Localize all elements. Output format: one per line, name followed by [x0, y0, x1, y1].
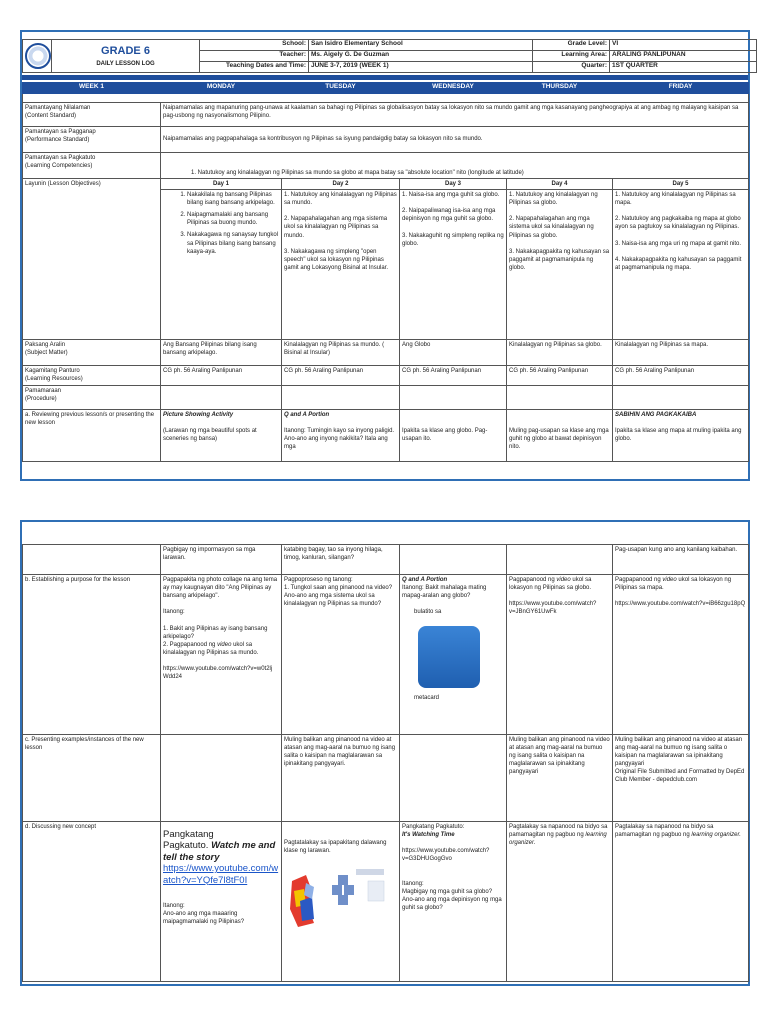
objective-item: 3. Nakakagawa ng sanaysay tungkol sa Pilipinas bilang isang bansang kaaya-aya.: [187, 231, 279, 255]
tuesday-header: TUESDAY: [282, 83, 400, 94]
resources-cell: CG ph. 56 Araling Panlipunan: [613, 366, 749, 386]
discussing-label: d. Discussing new concept: [23, 822, 161, 982]
purpose-monday: [161, 575, 282, 735]
purpose-thursday: [507, 575, 613, 735]
examples-friday: Muling balikan ang pinanood na video at atasan ang mag-aaral na bumuo ng isang salita o kaisipan na maglalarawan sa ipinakitang pangyayari Original File Submitted and Formatted by DepEd Club Member - depedclub.com: [613, 735, 749, 822]
review-monday-title: Picture Showing Activity: [163, 412, 234, 419]
lesson-table-continued: [22, 544, 749, 982]
objective-item: 2. Napapahalagahan ang mga sistema ukol sa kinalalagyan ng Pilipinas sa globo.: [509, 216, 594, 239]
purpose-wednesday-title: Q and A Portion: [402, 577, 448, 583]
competencies-text: 1. Natutukoy ang kinalalagyan ng Pilipinas sa mundo sa globo at mapa batay sa "absolute location" nito (longitude at latitude): [161, 153, 749, 179]
lesson-table: [22, 82, 749, 462]
review-monday-text: (Larawan ng mga beautiful spots at sceneries ng bansa): [163, 428, 257, 443]
continued-label: [23, 545, 161, 575]
discussing-text: Pagtalakay sa napanood na bidyo sa pamamagitan ng pagbuo ng learning organizer.: [615, 824, 741, 839]
discussing-text: Ano-ano ang mga depinisyon ng mga guhit sa globo?: [402, 896, 502, 911]
video-url[interactable]: https://www.youtube.com/watch?v=JBnGY61UwFk: [509, 601, 597, 616]
discussing-tuesday: [282, 822, 400, 982]
day4-label: Day 4: [507, 179, 613, 190]
dll-page-2: [20, 520, 750, 986]
examples-label: c. Presenting examples/instances of the new lesson: [23, 735, 161, 822]
discussing-text: Itanong:: [163, 903, 185, 910]
procedure-label: Pamamaraan (Procedure): [23, 386, 161, 410]
quarter-value: 1ST QUARTER: [610, 62, 757, 73]
review-wednesday-text: Ipakita sa klase ang globo. Pag-usapan ito.: [402, 428, 488, 443]
thursday-header: THURSDAY: [507, 83, 613, 94]
log-title: DAILY LESSON LOG: [96, 61, 155, 68]
objective-item: 3. Nakakapagpakita ng kahusayan sa paggamit at pagmamanipula ng globo.: [509, 248, 610, 271]
competencies-label: Pamantayan sa Pagkatuto (Learning Competencies): [23, 153, 161, 179]
school-value: San Isidro Elementary School: [309, 40, 533, 51]
grade-level-label: Grade Level:: [533, 40, 610, 51]
empty-cell: [400, 735, 507, 822]
teacher-label: Teacher:: [200, 51, 309, 62]
review-tuesday-title: Q and A Portion: [284, 412, 330, 419]
day2-label: Day 2: [282, 179, 400, 190]
objectives-wednesday: [400, 190, 507, 340]
objectives-monday: [161, 190, 282, 340]
performance-standard-text: Naipamamalas ang pagpapahalaga sa kontribusyon ng Pilipinas sa isyung pandaigdig batay sa lokasyon nito sa mundo.: [161, 127, 749, 153]
resources-cell: CG ph. 56 Araling Panlipunan: [507, 366, 613, 386]
performance-standard-label: Pamantayan sa Pagganap (Performance Standard): [23, 127, 161, 153]
objectives-tuesday: [282, 190, 400, 340]
objective-item: 3. Naisa-isa ang mga uri ng mapa at gamit nito.: [615, 240, 742, 247]
philippines-map-image: [284, 861, 394, 931]
friday-header: FRIDAY: [613, 83, 749, 94]
video-url[interactable]: https://www.youtube.com/watch?v=w0t2lj Wdd24: [163, 666, 273, 681]
discussing-text: Pangkatang Pagkatuto:: [402, 824, 465, 830]
objectives-friday: [613, 190, 749, 340]
review-friday-title: SABIHIN ANG PAGKAKAIBA: [615, 412, 697, 419]
objective-item: 1. Naisa-isa ang mga guhit sa globo.: [402, 192, 500, 199]
day3-label: Day 3: [400, 179, 507, 190]
objective-item: 2. Naipagmamalaki ang bansang Pilipinas sa buong mundo.: [187, 211, 279, 227]
review-thursday-text: Muling pag-usapan sa klase ang mga guhit ng globo at bawat depinisyon nito.: [509, 428, 609, 451]
video-url[interactable]: https://www.youtube.com/watch?v=iB66zgu18pQ: [615, 601, 746, 608]
monday-header: MONDAY: [161, 83, 282, 94]
teacher-value: Ms. Aigely G. De Guzman: [309, 51, 533, 62]
title-cell: [52, 40, 200, 73]
examples-tuesday: Muling balikan ang pinanood na video at atasan ang mag-aaral na bumuo ng isang salita o kaisipan na maglalarawan sa ipinakitang pangyayari.: [282, 735, 400, 822]
school-label: School:: [200, 40, 309, 51]
discussing-thursday: [507, 822, 613, 982]
purpose-text: Pagpapakita ng photo collage na ang tema ay may kaugnayan dito "Ang Pilipinas ay bansang arkipelago".: [163, 577, 278, 600]
discussing-text: Itanong:: [402, 880, 424, 887]
content-standard-text: Naipamamalas ang mapanuring pang-unawa at kaalaman sa bahagi ng Pilipinas sa globalisasyon batay sa lokasyon nito sa mundo gamit ang mga kasanayang pangheograpiya at ang ambag ng malayang kaisipan sa pag-usbong ng nasyonalismong Pilipino.: [161, 103, 749, 127]
discussing-monday-heading: Pangkatang Pagkatuto. Watch me and tell the story: [163, 829, 276, 863]
review-tuesday-text: Itanong: Tumingin kayo sa inyong paligid. Ano-ano ang inyong nakikita? Itala ang mga: [284, 428, 395, 451]
objective-item: 1. Natutukoy ang kinalalagyan ng Pilipinas sa mundo.: [284, 192, 397, 207]
discussing-text: Pagtatalakay sa ipapakitang dalawang klase ng larawan.: [284, 840, 387, 855]
continued-tuesday: katabing bagay, tao sa inyong hilaga, timog, kanluran, silangan?: [282, 545, 400, 575]
day5-label: Day 5: [613, 179, 749, 190]
objectives-label: Layunin (Lesson Objectives): [23, 179, 161, 340]
objectives-thursday: [507, 190, 613, 340]
metacard-image: [418, 626, 480, 688]
discussing-monday: [161, 822, 282, 982]
header-divider: [22, 75, 748, 80]
continued-friday: Pag-usapan kung ano ang kanilang kaibahan.: [613, 545, 749, 575]
review-label: a. Reviewing previous lesson/s or presenting the new lesson: [23, 410, 161, 462]
purpose-text: Pagpoproseso ng tanong:: [284, 577, 353, 583]
objective-item: 2. Natutukoy ang pagkakaiba ng mapa at globo ayon sa pagtukoy sa kinalalagyan ng Pilipinas.: [615, 216, 741, 231]
subject-matter-cell: Kinalalagyan ng Pilipinas sa globo.: [507, 340, 613, 366]
objective-item: 1. Natutukoy ang kinalalagyan ng Pilipinas sa globo.: [509, 192, 598, 207]
purpose-text: Ano-ano ang mga sistema ukol sa kinalalagyan ng Pilipinas sa mundo?: [284, 593, 382, 608]
examples-thursday: Muling balikan ang pinanood na video at atasan ang mag-aaral na bumuo ng isang salita o kaisipan na maglalarawan sa ipinakitang pangyayari: [507, 735, 613, 822]
header-table: [22, 39, 757, 73]
video-url[interactable]: https://www.youtube.com/watch?v=G3DHUGogGvo: [402, 848, 490, 863]
review-thursday: [507, 410, 613, 462]
purpose-wednesday: [400, 575, 507, 735]
learning-area-label: Learning Area:: [533, 51, 610, 62]
logo-cell: [23, 40, 52, 73]
subject-matter-cell: Kinalalagyan ng Pilipinas sa mapa.: [613, 340, 749, 366]
objective-item: 3. Nakakaguhit ng simpleng replika ng globo.: [402, 232, 504, 247]
objective-item: 4. Nakakapagpakita ng kahusayan sa paggamit at pagmamanipula ng mapa.: [615, 256, 742, 271]
review-monday: [161, 410, 282, 462]
purpose-tuesday: [282, 575, 400, 735]
grade-level-value: VI: [610, 40, 757, 51]
empty-cell: [161, 735, 282, 822]
empty-cell: [507, 386, 613, 410]
discussing-friday: [613, 822, 749, 982]
purpose-label: b. Establishing a purpose for the lesson: [23, 575, 161, 735]
purpose-text: 1. Bakit ang Pilipinas ay isang bansang arkipelago?: [163, 625, 268, 640]
resources-cell: CG ph. 56 Araling Panlipunan: [161, 366, 282, 386]
dates-label: Teaching Dates and Time:: [200, 62, 309, 73]
discussing-text: Ano-ano ang mga maaaring maipagmamalaki ng Pilipinas?: [163, 911, 245, 926]
discussing-wednesday-title: It's Watching Time: [402, 832, 455, 839]
empty-cell: [400, 386, 507, 410]
purpose-friday: [613, 575, 749, 735]
learning-area-value: ARALING PANLIPUNAN: [610, 51, 757, 62]
subject-matter-label: Paksang Aralin (Subject Matter): [23, 340, 161, 366]
discussing-text: Magbigay ng mga guhit sa globo?: [402, 888, 493, 895]
objective-item: 3. Nakakagawa ng simpleng "open speech" ukol sa lokasyon ng Pilipinas gamit ang Lokasyong Bisinal at Insular.: [284, 248, 389, 271]
week-header: WEEK 1: [23, 83, 161, 94]
purpose-text: Pagpapanood ng video ukol sa lokasyon ng Pilipinas sa mapa.: [615, 577, 732, 592]
subject-matter-cell: Ang Bansang Pilipinas bilang isang bansang arkipelago.: [161, 340, 282, 366]
objective-item: 1. Natutukoy ang kinalalagyan ng Pilipinas sa mapa.: [615, 192, 736, 207]
objective-item: 2. Napapahalagahan ang mga sistema ukol sa kinalalagyan ng Pilipinas sa mundo.: [284, 216, 388, 239]
empty-cell: [507, 545, 613, 575]
empty-cell: [613, 386, 749, 410]
empty-cell: [400, 545, 507, 575]
dll-page-1: [20, 30, 750, 481]
story-video-link[interactable]: https://www.youtube.com/watch?v=YQfe7l8tF0I: [163, 863, 279, 886]
spacer-row: [23, 94, 749, 103]
wednesday-header: WEDNESDAY: [400, 83, 507, 94]
resources-label: Kagamitang Panturo (Learning Resources): [23, 366, 161, 386]
content-standard-label: Pamantayang Nilalaman (Content Standard): [23, 103, 161, 127]
purpose-text: 2. Pagpapanood ng video ukol sa kinalalagyan ng Pilipinas sa mundo.: [163, 641, 259, 656]
image-caption: bulatito sa: [414, 609, 442, 616]
grade-title: GRADE 6: [101, 44, 150, 57]
discussing-wednesday: [400, 822, 507, 982]
purpose-text: Pagpapanood ng video ukol sa lokasyon ng Pilipinas sa globo.: [509, 577, 592, 592]
deped-seal-logo: [25, 43, 51, 69]
continued-monday: Pagbigay ng impormasyon sa mga larawan.: [161, 545, 282, 575]
discussing-text: Pagtalakay sa napanood na bidyo sa pamamagitan ng pagbuo ng learning organizer.: [509, 824, 608, 847]
purpose-text: Itanong: Bakit mahalaga mating mapag-aralan ang globo?: [402, 585, 487, 600]
review-tuesday: [282, 410, 400, 462]
image-caption: metacard: [414, 695, 440, 702]
empty-cell: [161, 386, 282, 410]
day1-label: Day 1: [161, 179, 282, 190]
quarter-label: Quarter:: [533, 62, 610, 73]
objective-item: 2. Naipapaliwanag isa-isa ang mga depinisyon ng mga guhit sa globo.: [402, 208, 496, 223]
review-friday-text: Ipakita sa klase ang mapa at muling ipakita ang globo.: [615, 428, 742, 443]
review-friday: [613, 410, 749, 462]
resources-cell: CG ph. 56 Araling Panlipunan: [400, 366, 507, 386]
dates-value: JUNE 3-7, 2019 (WEEK 1): [309, 62, 533, 73]
purpose-text: 1. Tungkol saan ang pinanood na video?: [284, 585, 393, 592]
purpose-text: Itanong:: [163, 609, 185, 616]
review-wednesday: [400, 410, 507, 462]
subject-matter-cell: Kinalalagyan ng Pilipinas sa mundo. ( Bisinal at Insular): [282, 340, 400, 366]
empty-cell: [282, 386, 400, 410]
resources-cell: CG ph. 56 Araling Panlipunan: [282, 366, 400, 386]
objective-item: 1. Nakakilala ng bansang Pilipinas bilang isang bansang arkipelago.: [187, 191, 279, 207]
subject-matter-cell: Ang Globo: [400, 340, 507, 366]
